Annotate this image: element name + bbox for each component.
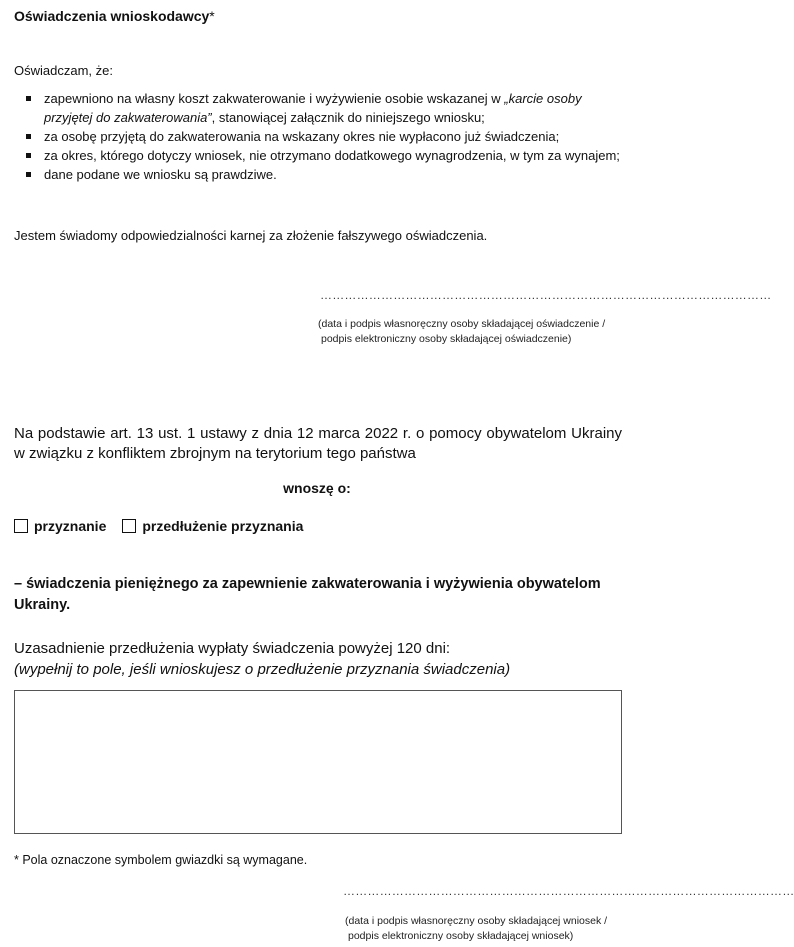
required-fields-note: * Pola oznaczone symbolem gwiazdki są wymagane. — [14, 853, 308, 867]
justification-textarea[interactable] — [14, 690, 622, 834]
justification-label: Uzasadnienie przedłużenia wypłaty świadczenia powyżej 120 dni: — [14, 640, 451, 657]
grant-checkbox[interactable] — [14, 519, 28, 533]
legal-basis: Na podstawie art. 13 ust. 1 ustawy z dnia 12 marca 2022 r. o pomocy obywatelom Ukrainy w związku z konfliktem zbrojnym na terytorium tego państwa — [14, 425, 622, 462]
justification-hint: (wypełnij to pole, jeśli wnioskujesz o przedłużenie przyznania świadczenia) — [14, 661, 511, 678]
justification-label-block — [14, 638, 510, 680]
benefit-description: – świadczenia pieniężnego za zapewnienie zakwaterowania i wyżywienia obywatelom Ukrainy. — [14, 576, 601, 613]
signature-caption-declaration — [318, 317, 628, 347]
caption-line: podpis elektroniczny osoby składającej wniosek) — [348, 930, 574, 942]
list-item — [22, 165, 622, 184]
bullet-text: dane podane we wniosku są prawdziwe. — [44, 167, 277, 182]
request-label: wnoszę o: — [283, 480, 351, 496]
list-item — [22, 146, 622, 165]
bullet-icon — [26, 153, 31, 158]
declaration-list — [22, 89, 622, 184]
section-heading — [14, 8, 215, 24]
list-item — [22, 89, 622, 127]
bullet-text: za osobę przyjętą do zakwaterowania na wskazany okres nie wypłacono już świadczenia; — [44, 129, 560, 144]
required-asterisk: * — [209, 8, 215, 24]
bullet-text-tail: , stanowiącej załącznik do niniejszego wniosku; — [211, 110, 485, 125]
bullet-icon — [26, 96, 31, 101]
bullet-text: zapewniono na własny koszt zakwaterowanie i wyżywienie osobie wskazanej w — [44, 91, 505, 106]
list-item — [22, 127, 622, 146]
criminal-liability-statement: Jestem świadomy odpowiedzialności karnej za złożenie fałszywego oświadczenia. — [14, 228, 488, 243]
request-options — [14, 518, 319, 534]
option-grant[interactable] — [14, 518, 106, 534]
bullet-icon — [26, 134, 31, 139]
option-label: przedłużenie przyznania — [142, 518, 304, 534]
declaration-intro: Oświadczam, że: — [14, 63, 113, 78]
bullet-italic-text: „karcie osoby przyjętej do zakwaterowania” — [44, 91, 582, 125]
signature-caption-application — [345, 914, 635, 944]
caption-line: podpis elektroniczny osoby składającej oświadczenie) — [321, 333, 572, 345]
signature-line-declaration: ………………………………………………………………………………………………… — [320, 288, 772, 302]
heading-text: Oświadczenia wnioskodawcy — [14, 8, 210, 24]
signature-line-application: ………………………………………………………………………………………………… — [343, 884, 794, 898]
caption-line: (data i podpis własnoręczny osoby składającej oświadczenie / — [318, 318, 606, 330]
caption-line: (data i podpis własnoręczny osoby składającej wniosek / — [345, 915, 608, 927]
extension-checkbox[interactable] — [122, 519, 136, 533]
option-label: przyznanie — [34, 518, 107, 534]
option-extension[interactable] — [122, 518, 303, 534]
bullet-text: za okres, którego dotyczy wniosek, nie otrzymano dodatkowego wynagrodzenia, w tym za wynajem; — [44, 148, 620, 163]
bullet-icon — [26, 172, 31, 177]
